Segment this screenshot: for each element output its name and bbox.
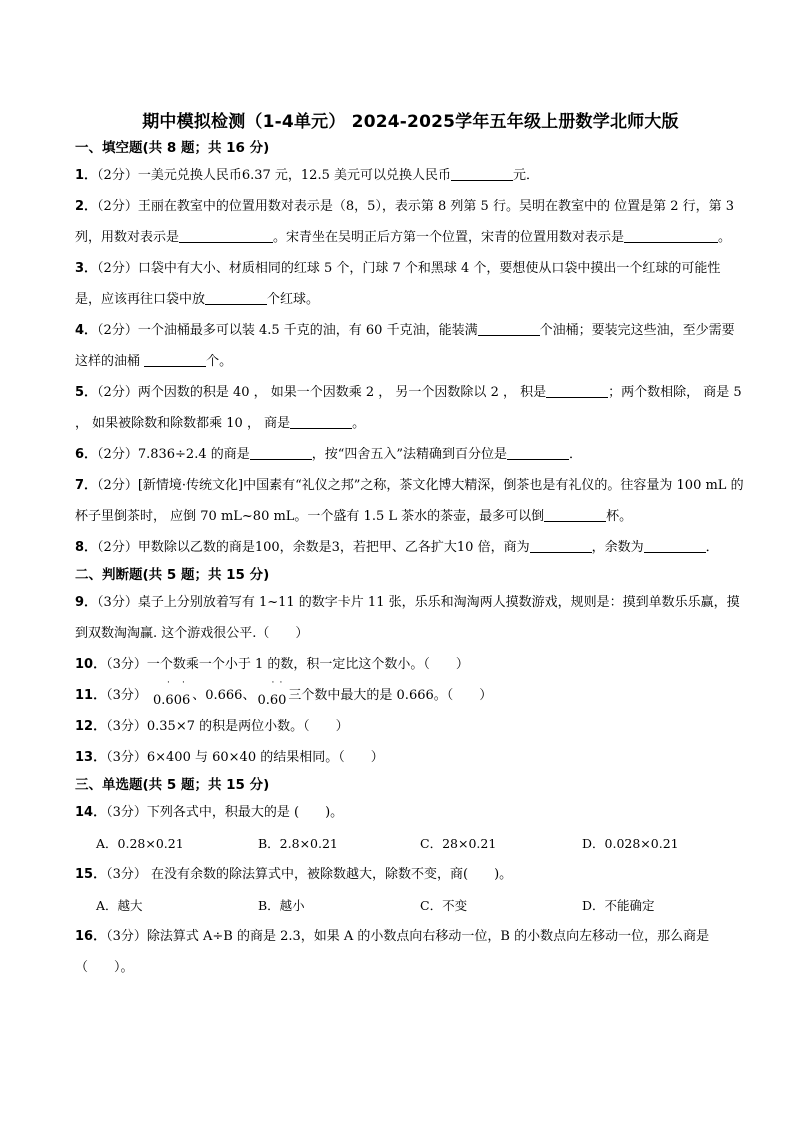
option-d[interactable]: D．0.028×0.21 — [582, 836, 679, 851]
answer-blank[interactable] — [507, 445, 569, 460]
question-10: 10．（3分）一个数乘一个小于 1 的数，积一定比这个数小。（ ） — [75, 657, 469, 672]
section-true-false: 二、判断题(共 5 题；共 15 分) — [75, 567, 270, 583]
question-11: 11．（3分） 0.606 · · 、0.666、 0.60 · · 三个数中最大的是 0.666。（ ） — [75, 680, 746, 711]
repeat-dot: · — [182, 678, 185, 688]
answer-blank[interactable] — [205, 290, 267, 305]
option-c[interactable]: C．不变 — [420, 898, 468, 913]
question-12: 12．（3分）0.35×7 的积是两位小数。（ ） — [75, 719, 349, 734]
repeating-decimal-1: 0.606 · · — [153, 678, 191, 708]
section-fill-in: 一、填空题(共 8 题；共 16 分) — [75, 140, 270, 156]
answer-blank[interactable] — [179, 228, 273, 243]
option-d[interactable]: D．不能确定 — [582, 898, 655, 913]
page-title: 期中模拟检测（1-4单元） 2024-2025学年五年级上册数学北师大版 — [142, 112, 679, 132]
question-4: 4．（2分）一个油桶最多可以装 4.5 千克的油，有 60 千克油，能装满 个油桶；要装完这些油，至少需要这样的油桶 个。 — [75, 323, 735, 369]
option-b[interactable]: B．2.8×0.21 — [258, 836, 338, 851]
answer-blank[interactable] — [478, 321, 540, 336]
option-a[interactable]: A．0.28×0.21 — [96, 836, 184, 851]
question-9: 9．（3分）桌子上分别放着写有 1~11 的数字卡片 11 张，乐乐和淘淘两人摸数游戏，规则是：摸到单数乐乐赢，摸到双数淘淘赢. 这个游戏很公平.（ ） — [75, 595, 740, 641]
question-5: 5．（2分）两个因数的积是 40 ， 如果一个因数乘 2 ， 另一个因数除以 2 ， 积是 ；两个数相除， 商是 5 ， 如果被除数和除数都乘 10 ， 商是 。 — [75, 385, 742, 431]
question-3: 3．（2分）口袋中有大小、材质相同的红球 5 个，门球 7 个和黑球 4 个，要想使从口袋中摸出一个红球的可能性是，应该再往口袋中放 个红球。 — [75, 261, 721, 307]
option-c[interactable]: C．28×0.21 — [420, 836, 497, 851]
section-single-choice: 三、单选题(共 5 题；共 15 分) — [75, 777, 270, 793]
option-b[interactable]: B．越小 — [258, 898, 305, 913]
question-14-options — [75, 828, 746, 859]
question-16: 16．（3分）除法算式 A÷B 的商是 2.3，如果 A 的小数点向右移动一位，B 的小数点向左移动一位，那么商是（ ）。 — [75, 929, 710, 975]
answer-blank[interactable] — [644, 538, 706, 553]
question-15-options — [75, 890, 746, 921]
repeating-decimal-2: 0.60 · · — [257, 678, 287, 708]
question-8: 8．（2分）甲数除以乙数的商是100，余数是3，若把甲、乙各扩大10 倍，商为 ，余数为 ． — [75, 540, 719, 555]
repeat-dot: · — [271, 678, 275, 688]
answer-blank[interactable] — [144, 352, 206, 367]
answer-blank[interactable] — [530, 538, 592, 553]
question-15: 15．（3分） 在没有余数的除法算式中，被除数越大，除数不变，商( )。 — [75, 867, 513, 882]
answer-blank[interactable] — [546, 383, 608, 398]
question-7: 7．（2分）[新情境·传统文化]中国素有“礼仪之邦”之称，茶文化博大精深，倒茶也是有礼仪的。往容量为 100 mL 的杯子里倒茶时， 应倒 70 mL~80 mL。一个盛有 1.5 L 茶水的茶壶，最多可以倒 杯。 — [75, 478, 744, 524]
question-14: 14．（3分）下列各式中，积最大的是 ( )。 — [75, 805, 344, 820]
repeat-dot: · — [279, 678, 283, 688]
question-13: 13．（3分）6×400 与 60×40 的结果相同。（ ） — [75, 750, 384, 765]
question-1: 1．（2分）一美元兑换人民币6.37 元，12.5 美元可以兑换人民币 元． — [75, 168, 539, 183]
question-6: 6．（2分）7.836÷2.4 的商是 ，按“四舍五入”法精确到百分位是 ． — [75, 447, 583, 462]
repeat-dot: · — [167, 678, 170, 688]
answer-blank[interactable] — [451, 166, 513, 181]
answer-blank[interactable] — [290, 414, 352, 429]
option-a[interactable]: A．越大 — [96, 898, 143, 913]
answer-blank[interactable] — [250, 445, 312, 460]
question-2: 2．（2分）王丽在教室中的位置用数对表示是（8，5），表示第 8 列第 5 行。吴明在教室中的 位置是第 2 行，第 3 列，用数对表示是 。宋青坐在吴明正后方第一个位置，宋青的位置用数对表示是 。 — [75, 199, 735, 245]
answer-blank[interactable] — [544, 507, 606, 522]
answer-blank[interactable] — [624, 228, 718, 243]
